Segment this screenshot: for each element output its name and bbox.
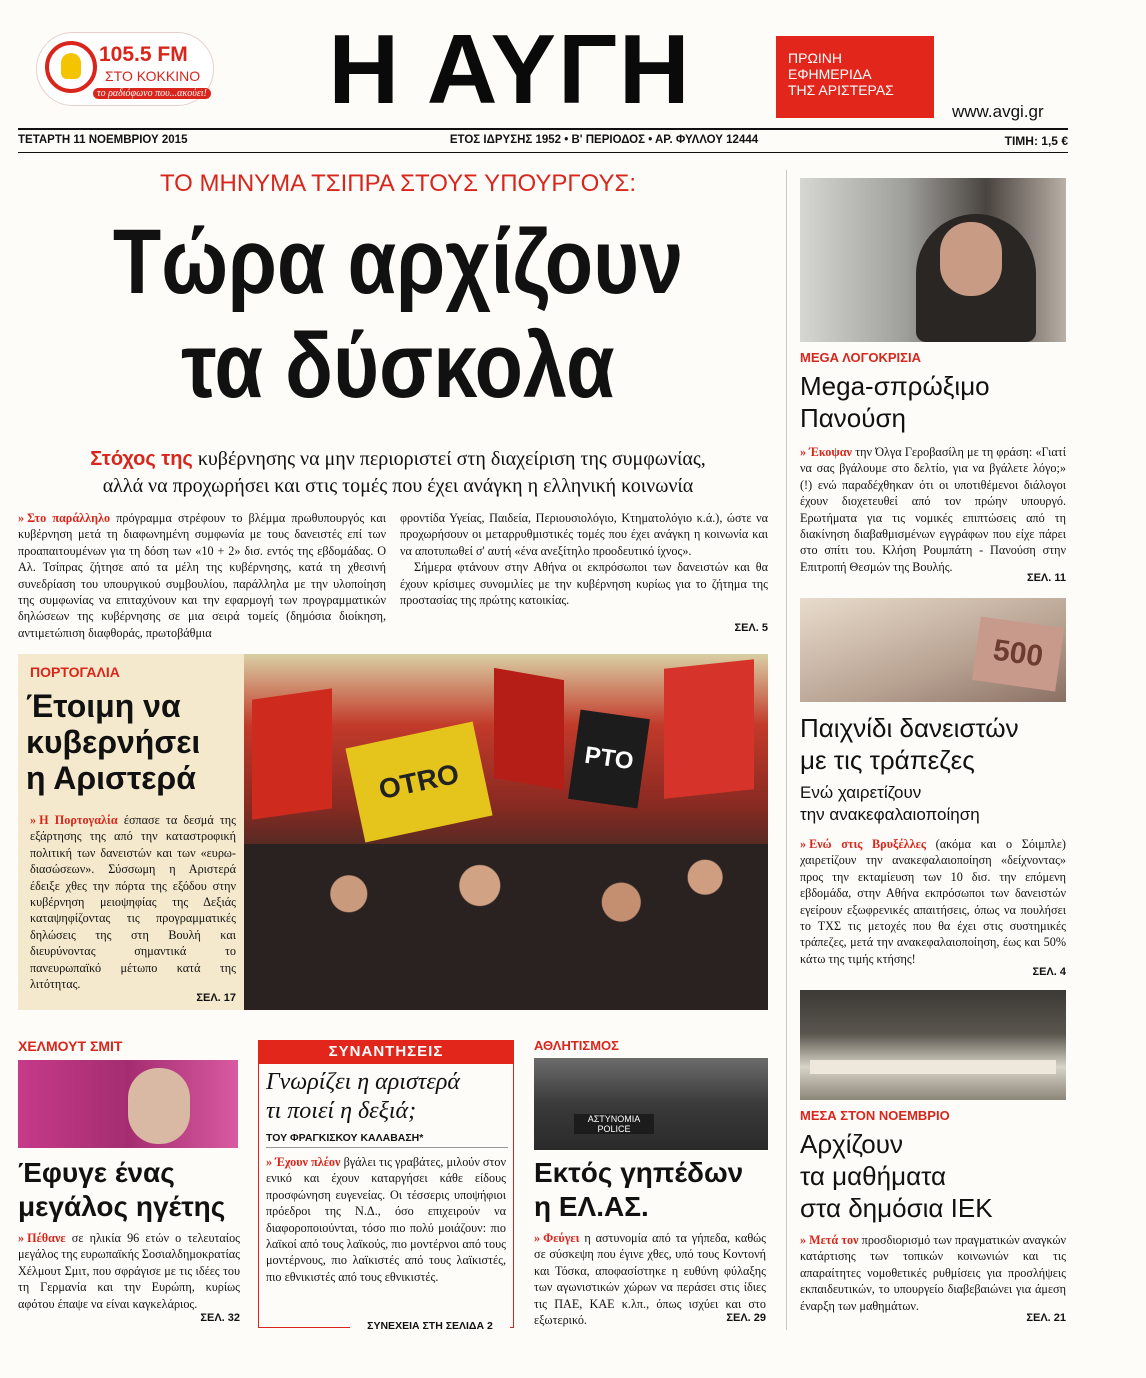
portugal-body-lead: » Η Πορτογαλία [30, 813, 118, 827]
schmidt-body [18, 1230, 240, 1312]
lead-column-2-text-b: Σήμερα φτάνουν στην Αθήνα οι εκπρόσωποι των δανειστών και θα έχουν κρίσιμες συνομιλίες με την κυβέρνηση κυρίως για το ζήτημα της προστασίας της πρώτης κατοικίας. [400, 560, 768, 608]
mega-body-text: την Όλγα Γεροβασίλη με τη φράση: «Γιατί να σας βγάλουμε στο δελτίο, για να βγάλετε λόγο;» (!) ενώ παραδέχθηκαν ότι οι υποτιθέμενοι διάλογοι έχουν διοχετευθεί από τον πρώην υπουργό. Ερωτήματα για τις νομικές επιπτώσεις από τη διακίνηση διαβαθμισμένων εγγράφων που είχε πάρει στο σπίτι του. Κλήση Ρουμπάτη - Πανούση στην Επιτροπή Θεσμών της Βουλής. [800, 445, 1066, 574]
lead-column-2-text-a: φροντίδα Υγείας, Παιδεία, Περιουσιολόγιο, Κτηματολόγιο κ.ά.), ώστε να προχωρήσουν οι μεταρρυθμιστικές τομές που έχει ανάγκη η κοινωνία και να αποτυπωθεί σ' αυτή «ένα ανεξίτηλο προοδευτικό ίχνος». [400, 511, 768, 558]
banks-deck [800, 782, 1066, 826]
tagline-box [776, 36, 934, 118]
lead-deck [18, 446, 778, 500]
portugal-headline-line-3: η Αριστερά [26, 760, 196, 796]
lead-kicker: ΤΟ ΜΗΝΥΜΑ ΤΣΙΠΡΑ ΣΤΟΥΣ ΥΠΟΥΡΓΟΥΣ: [159, 170, 637, 197]
radio-name: ΣΤΟ ΚΟΚΚΙΝΟ [105, 68, 201, 84]
iek-headline-line-1: Αρχίζουν [800, 1129, 903, 1159]
masthead-rule [18, 128, 1068, 130]
riot-police-photo [534, 1058, 768, 1150]
lightbulb-icon [61, 53, 81, 79]
lead-page-ref[interactable]: ΣΕΛ. 5 [734, 622, 768, 634]
portugal-headline-line-1: Έτοιμη να [26, 688, 181, 724]
radio-frequency: 105.5 FM [99, 43, 188, 66]
lead-column-1-text: πρόγραμμα στρέφουν το βλέμμα πρωθυπουργός και κυβέρνηση μετά τη διαφωνημένη συμφωνία με τους δανειστές επί των προαπαιτουμένων για τη δόση των «10 + 2» δισ. εντός της εβδομάδας. Ο Αλ. Τσίπρας ζήτησε από τα μέλη της κυβέρνησης, κατά τη χθεσινή συνεδρίαση του υπουργικού συμβουλίου, παράλληλα με την υλοποίηση της συμφωνίας να επιταχύνουν και την εφαρμογή των προγραμματικών δηλώσεων της κυβέρνησης σε μια σειρά τομείς (δημόσια διοίκηση, αντιμετώπιση διαφθοράς, πρωτοβάθμια [18, 511, 386, 640]
flag-red-3 [664, 659, 754, 798]
iek-body-text: προσδιορισμό των πραγματικών αναγκών κατάρτισης των τοπικών κοινωνιών και τις απαραίτητες νομοθετικές ρυθμίσεις για προσλήψεις εκπαιδευτικών, το υπουργείο διαβεβαιώνει για άμεση έναρξη των μαθημάτων. [800, 1233, 1066, 1313]
iek-body-lead: » Μετά τον [800, 1233, 859, 1247]
tagline-line-3: ΤΗΣ ΑΡΙΣΤΕΡΑΣ [788, 82, 894, 98]
schmidt-headline-line-1: Έφυγε ένας [18, 1157, 175, 1188]
banks-deck-line-2: την ανακεφαλαιοποίηση [800, 805, 980, 824]
crowd [244, 844, 768, 1010]
portugal-page-ref[interactable]: ΣΕΛ. 17 [196, 992, 236, 1004]
banks-headline-line-1: Παιχνίδι δανειστών [800, 713, 1019, 743]
newspaper-title: Η ΑΥΓΗ [328, 14, 692, 124]
flag-red-2 [494, 668, 564, 790]
date-rule [18, 152, 1068, 153]
schmidt-body-text: σε ηλικία 96 ετών ο τελευταίος μεγάλος της ευρωπαϊκής Σοσιαλδημοκρατίας Χέλμουτ Σμιτ, που σφράγισε με τις ιδέες του τη Γερμανία και την Ευρώπη, κυρίως αφότου έπαψε να είναι καγκελάριος. [18, 1231, 241, 1311]
protest-photo [244, 654, 768, 1010]
lead-column-2 [400, 510, 768, 608]
portugal-headline [26, 688, 242, 796]
person-face [940, 222, 1002, 296]
banknotes-photo [800, 598, 1066, 702]
mega-headline-line-2: Πανούση [800, 403, 906, 433]
meetings-headline-line-2: τι ποιεί η δεξιά; [266, 1098, 417, 1124]
tagline-line-2: ΕΦΗΜΕΡΙΔΑ [788, 66, 872, 82]
schmidt-headline-line-2: μεγάλος ηγέτης [18, 1191, 226, 1222]
schmidt-kicker: ΧΕΛΜΟΥΤ ΣΜΙΤ [18, 1038, 123, 1054]
radio-logo [36, 32, 214, 106]
sports-headline-line-1: Εκτός γηπέδων [534, 1157, 744, 1188]
meetings-byline: ΤΟΥ ΦΡΑΓΚΙΣΚΟΥ ΚΑΛΑΒΑΣΗ* [266, 1132, 508, 1148]
mega-headline-line-1: Mega-σπρώξιμο [800, 371, 990, 401]
portugal-body [30, 812, 236, 992]
schmidt-face [128, 1068, 190, 1144]
lead-headline-line-2: τα δύσκολα [181, 315, 615, 417]
mega-headline [800, 370, 1066, 434]
banks-body-text: (ακόμα και ο Σόιμπλε) χαιρετίζουν την ανακεφαλαιοποίηση «δείχνοντας» προς την εκταμίευση των 10 δισ. την επόμενη εβδομάδα, στην Αθήνα εκπρόσωποι των δανειστών εγείρουν εξωφρενικές απαιτήσεις, όπως να πουλήσει το ΤΧΣ τις μετοχές που θα έχει στις συστημικές τράπεζες, μετά την ανακεφαλαιοποίηση, έως και 50% κάτω της τιμής κτήσης! [800, 837, 1066, 966]
sports-headline [534, 1156, 768, 1224]
lead-column-1-lead: » Στο παράλληλο [18, 511, 110, 525]
sports-page-ref[interactable]: ΣΕΛ. 29 [726, 1312, 766, 1324]
banknote-value: 500 [972, 616, 1064, 691]
sports-body-lead: » Φεύγει [534, 1231, 579, 1245]
iek-kicker: ΜΕΣΑ ΣΤΟΝ ΝΟΕΜΒΡΙΟ [800, 1108, 950, 1123]
police-shield: ΑΣΤΥΝΟΜΙΑ POLICE [574, 1114, 654, 1134]
schmidt-body-lead: » Πέθανε [18, 1231, 66, 1245]
flag-red-1 [252, 688, 332, 819]
lead-deck-highlight: Στόχος της [90, 448, 193, 470]
banks-deck-line-1: Ενώ χαιρετίζουν [800, 783, 922, 802]
schmidt-page-ref[interactable]: ΣΕΛ. 32 [200, 1312, 240, 1324]
banks-body-lead: » Ενώ στις Βρυξέλλες [800, 837, 926, 851]
classroom-photo [800, 990, 1066, 1100]
issue-edition: ΕΤΟΣ ΙΔΡΥΣΗΣ 1952 • Β' ΠΕΡΙΟΔΟΣ • ΑΡ. ΦΥΛΛΟΥ 12444 [449, 134, 759, 146]
meetings-headline-line-1: Γνωρίζει η αριστερά [266, 1069, 460, 1095]
tagline-line-1: ΠΡΩΙΝΗ [788, 50, 843, 66]
banks-body [800, 836, 1066, 967]
portugal-kicker: ΠΟΡΤΟΓΑΛΙΑ [30, 664, 120, 680]
meetings-continued[interactable]: ΣΥΝΕΧΕΙΑ ΣΤΗ ΣΕΛΙΔΑ 2 [350, 1320, 510, 1332]
meetings-body-text: βγάλει τις γραβάτες, μιλούν στον ενικό και έχουν καταργήσει κάθε είδους προσφώνηση ευγενείας. Οι τέσσερις υποψήφιοι πρόεδροι της Ν.Δ., όσο επιχειρούν να διαφοροποιούνται, τόσο πιο πολύ μοιάζουν: πιο λαϊκοί από τους λαϊκούς, πιο μοντέρνοι από τους μοντέρνους, πιο λαϊκιστές από τους λαϊκιστές, πιο εθνικιστές από τους εθνικιστές. [266, 1155, 506, 1284]
iek-page-ref[interactable]: ΣΕΛ. 21 [1026, 1312, 1066, 1324]
column-divider [786, 170, 787, 1330]
yellow-banner: OTRO [345, 722, 492, 843]
sports-kicker: ΑΘΛΗΤΙΣΜΟΣ [534, 1038, 619, 1053]
iek-headline-line-2: τα μαθήματα [800, 1161, 947, 1191]
iek-body [800, 1232, 1066, 1314]
schmidt-photo [18, 1060, 238, 1148]
issue-date: ΤΕΤΑΡΤΗ 11 ΝΟΕΜΒΡΙΟΥ 2015 [18, 134, 188, 146]
meetings-headline [266, 1068, 508, 1126]
black-banner: PTO [568, 710, 650, 809]
mega-body-lead: » Έκοψαν [800, 445, 852, 459]
sports-headline-line-2: η ΕΛ.ΑΣ. [534, 1191, 649, 1222]
mega-page-ref[interactable]: ΣΕΛ. 11 [1026, 572, 1066, 584]
lead-headline-line-1: Τώρα αρχίζουν [112, 211, 684, 313]
schmidt-headline [18, 1156, 248, 1224]
banks-page-ref[interactable]: ΣΕΛ. 4 [1032, 966, 1066, 978]
meetings-body [266, 1154, 506, 1285]
portugal-headline-line-2: κυβερνήσει [26, 724, 201, 760]
sports-body-text: η αστυνομία από τα γήπεδα, καθώς σε σύσκεψη που έγινε χθες, υπό τους Κοντονή και Τόσκα, αποφασίστηκε η ευθύνη φύλαξης των αγωνιστικών χώρων να περάσει στις ίδιες τις ΠΑΕ, ΚΑΕ κ.λπ., όπως ισχύει και στο εξωτερικό. [534, 1231, 767, 1328]
website-link[interactable]: www.avgi.gr [952, 102, 1044, 121]
issue-price: ΤΙΜΗ: 1,5 € [1004, 134, 1068, 148]
panousis-photo [800, 178, 1066, 342]
mega-kicker: MEGA ΛΟΓΟΚΡΙΣΙΑ [800, 350, 921, 365]
desk-row [810, 1060, 1056, 1074]
banks-headline-line-2: με τις τράπεζες [800, 745, 975, 775]
portugal-body-text: έσπασε τα δεσμά της εξάρτησης της από την καταστροφική πολιτική των δανειστών και των «ευρω-διασώσεων». Σύσσωμη η Αριστερά έδειξε χθες την πόρτα της εξόδου στην κυβέρνηση μειοψηφίας της Δεξιάς καταψηφίζοντας τις προγραμματικές δηλώσεις της στη Βουλή και διευρύνοντας σημαντικά το πανευρωπαϊκό μέτωπο κατά της λιτότητας. [30, 813, 237, 992]
lead-deck-line-1: κυβέρνησης να μην περιοριστεί στη διαχείριση της συμφωνίας, [197, 448, 706, 470]
meetings-kicker: ΣΥΝΑΝΤΗΣΕΙΣ [258, 1040, 514, 1064]
meetings-body-lead: » Έχουν πλέον [266, 1155, 340, 1169]
mega-body [800, 444, 1066, 575]
lead-deck-line-2: αλλά να προχωρήσει και στις τομές που έχει ανάγκη η ελληνική κοινωνία [102, 475, 694, 497]
iek-headline-line-3: στα δημόσια ΙΕΚ [800, 1193, 993, 1223]
banks-headline [800, 712, 1066, 776]
radio-slogan: το ραδιόφωνο που...ακούει! [93, 88, 211, 99]
iek-headline [800, 1128, 1066, 1224]
lead-column-1 [18, 510, 386, 641]
